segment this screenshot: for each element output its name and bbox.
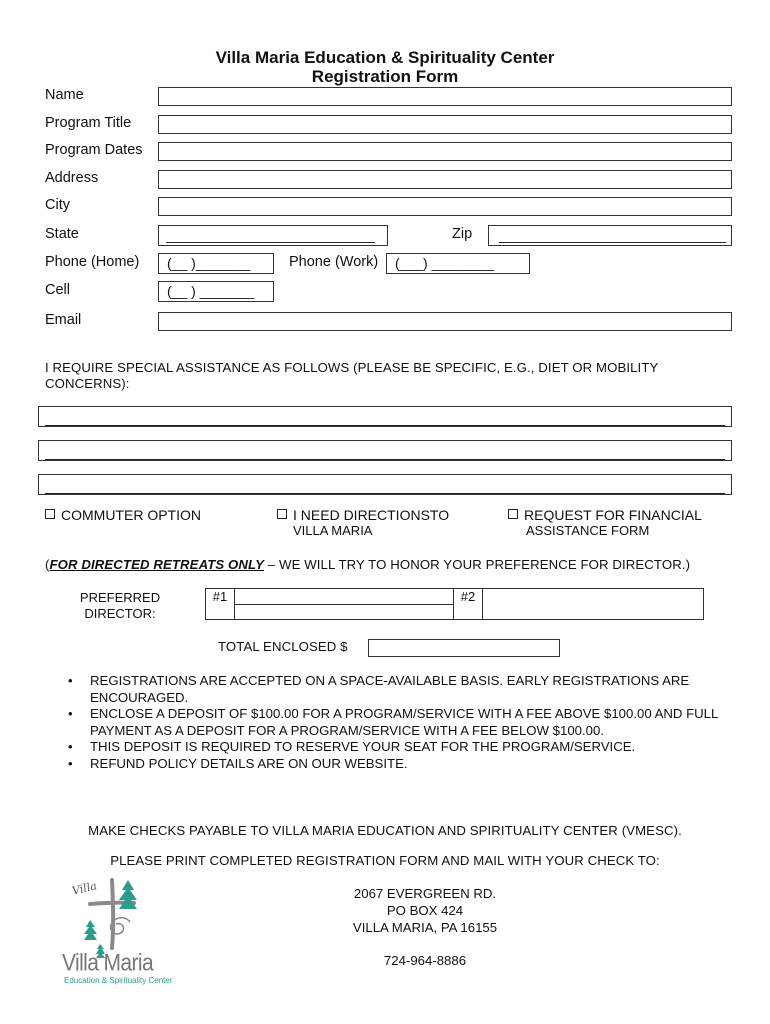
- choice2-label: #2: [454, 589, 483, 620]
- state-field[interactable]: [158, 225, 388, 246]
- choice1-label: #1: [206, 589, 235, 620]
- address-street: 2067 EVERGREEN RD.: [353, 886, 497, 901]
- city-field[interactable]: [158, 197, 732, 216]
- cell-field[interactable]: (__ ) _______: [158, 281, 274, 302]
- commuter-checkbox[interactable]: [45, 509, 55, 519]
- zip-field[interactable]: [488, 225, 732, 246]
- commuter-label: COMMUTER OPTION: [61, 507, 201, 523]
- note-item: • THIS DEPOSIT IS REQUIRED TO RESERVE YOUR SEAT FOR THE PROGRAM/SERVICE.: [68, 739, 728, 756]
- directions-checkbox[interactable]: [277, 509, 287, 519]
- total-label: TOTAL ENCLOSED $: [218, 639, 348, 654]
- program-dates-field[interactable]: [158, 142, 732, 161]
- directions-option[interactable]: [277, 507, 449, 523]
- phone-home-field[interactable]: (__ )_______: [158, 253, 274, 274]
- villa-maria-logo: [60, 872, 173, 992]
- assistance-field-1[interactable]: [38, 406, 732, 427]
- form-title: Villa Maria Education & Spirituality Center: [215, 48, 555, 67]
- total-field[interactable]: [368, 639, 560, 657]
- financial-checkbox[interactable]: [508, 509, 518, 519]
- directed-retreats-note: (FOR DIRECTED RETREATS ONLY – WE WILL TRY TO HONOR YOUR PREFERENCE FOR DIRECTOR.): [45, 557, 691, 572]
- phone-work-label: Phone (Work): [289, 254, 379, 270]
- note-item: • REFUND POLICY DETAILS ARE ON OUR WEBSITE.: [68, 756, 728, 773]
- financial-label: REQUEST FOR FINANCIAL: [524, 507, 702, 523]
- phone-home-label: Phone (Home): [45, 254, 140, 270]
- choice1-field-bottom[interactable]: [235, 605, 454, 620]
- program-dates-label: Program Dates: [45, 142, 143, 158]
- address-city-state: VILLA MARIA, PA 16155: [352, 920, 498, 935]
- mailing-address: [280, 885, 570, 936]
- mail-instructions: PLEASE PRINT COMPLETED REGISTRATION FORM AND MAIL WITH YOUR CHECK TO:: [110, 853, 660, 868]
- assistance-field-3[interactable]: [38, 474, 732, 495]
- email-field[interactable]: [158, 312, 732, 331]
- name-field[interactable]: [158, 87, 732, 106]
- contact-phone: 724-964-8886: [383, 953, 467, 968]
- phone-work-field[interactable]: (___) ________: [386, 253, 530, 274]
- zip-label: Zip: [452, 226, 473, 242]
- financial-option[interactable]: [508, 507, 702, 523]
- preferred-director-label: PREFERRED DIRECTOR:: [79, 590, 161, 621]
- program-title-label: Program Title: [45, 115, 132, 131]
- note-item: • REGISTRATIONS ARE ACCEPTED ON A SPACE-AVAILABLE BASIS. EARLY REGISTRATIONS ARE ENCOURAGED.: [68, 673, 728, 706]
- director-table: [205, 588, 704, 620]
- assistance-prompt-line1: I REQUIRE SPECIAL ASSISTANCE AS FOLLOWS (PLEASE BE SPECIFIC, E.G., DIET OR MOBILITY: [45, 360, 659, 375]
- directed-retreats-emphasis: FOR DIRECTED RETREATS ONLY: [49, 557, 265, 572]
- cell-label: Cell: [45, 282, 70, 298]
- assistance-field-2[interactable]: [38, 440, 732, 461]
- program-title-field[interactable]: [158, 115, 732, 134]
- notes-list: [68, 673, 728, 772]
- note-item: • ENCLOSE A DEPOSIT OF $100.00 FOR A PROGRAM/SERVICE WITH A FEE ABOVE $100.00 AND FULL PAYMENT AS A DEPOSIT FOR A PROGRAM/SERVICE WITH A FEE BELOW $100.00.: [68, 706, 728, 739]
- checks-payable-note: MAKE CHECKS PAYABLE TO VILLA MARIA EDUCATION AND SPIRITUALITY CENTER (VMESC).: [88, 823, 682, 838]
- choice2-field[interactable]: [483, 589, 704, 620]
- choice1-field-top[interactable]: [235, 589, 454, 605]
- commuter-option[interactable]: [45, 507, 201, 523]
- directions-label: I NEED DIRECTIONSTO: [293, 507, 450, 523]
- directions-label-line2: VILLA MARIA: [293, 523, 373, 538]
- logo-script: Villa: [70, 879, 99, 898]
- address-label: Address: [45, 170, 99, 186]
- form-subtitle: Registration Form: [311, 67, 459, 86]
- financial-label-line2: ASSISTANCE FORM: [526, 523, 650, 538]
- address-field[interactable]: [158, 170, 732, 189]
- city-label: City: [45, 197, 70, 213]
- logo-name: Villa Maria: [62, 950, 154, 977]
- address-po-box: PO BOX 424: [386, 903, 464, 918]
- name-label: Name: [45, 87, 84, 103]
- state-label: State: [45, 226, 79, 242]
- logo-tagline: Education & Spirituality Center: [64, 976, 173, 985]
- assistance-prompt-line2: CONCERNS):: [45, 376, 130, 391]
- email-label: Email: [45, 312, 82, 328]
